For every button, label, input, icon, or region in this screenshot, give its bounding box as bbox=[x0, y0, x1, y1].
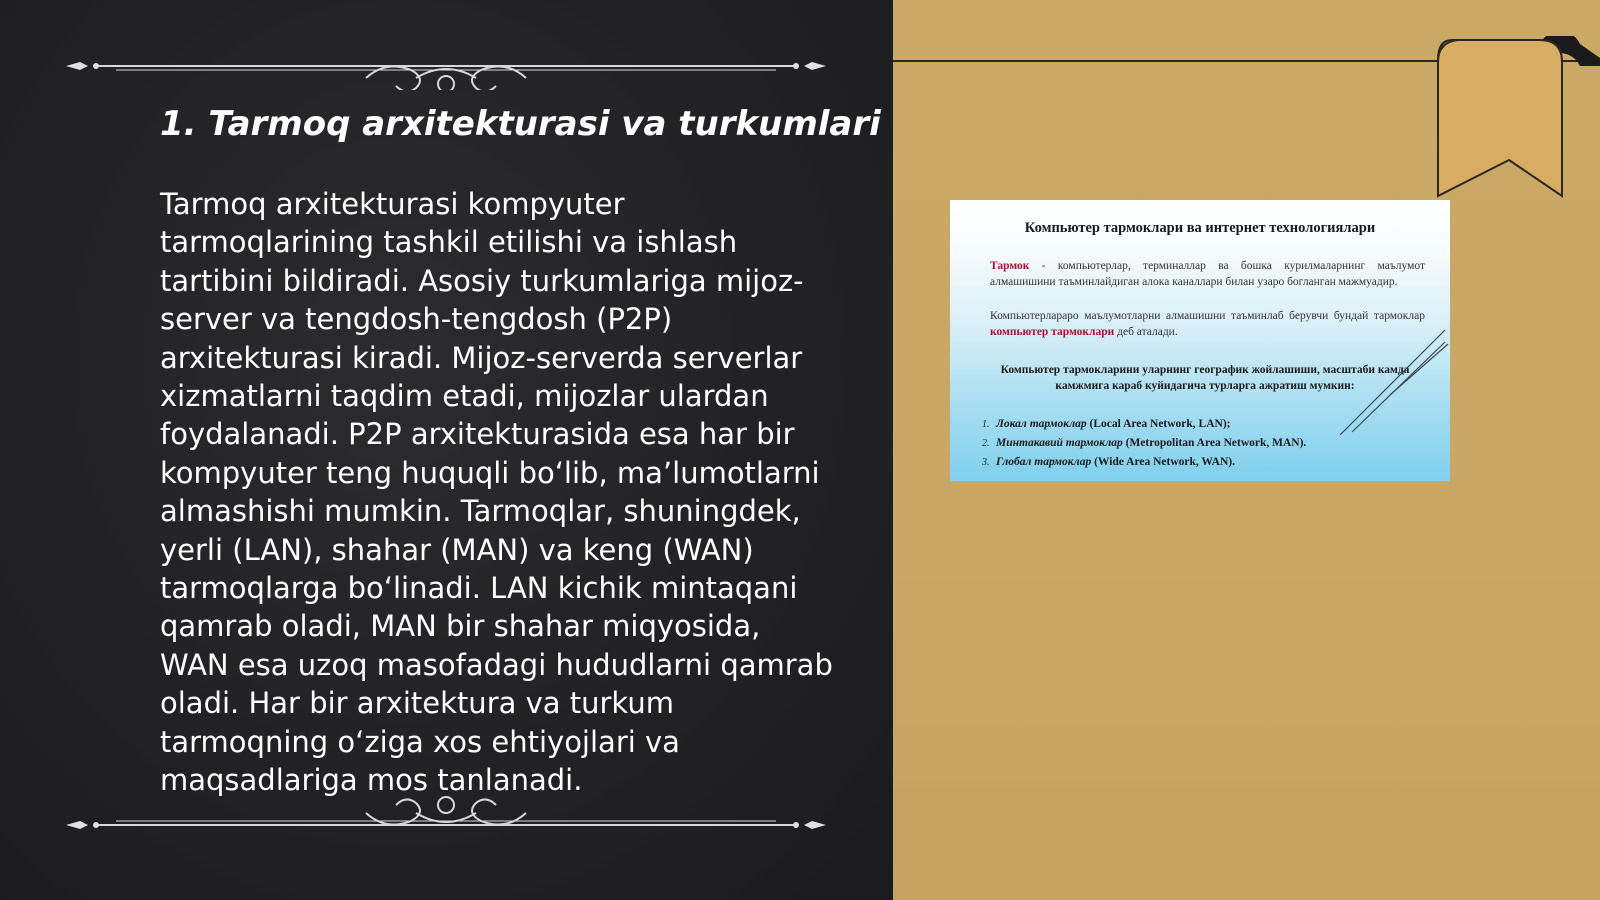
inset-title: Компьютер тармоклари ва интернет технологиялари bbox=[1024, 220, 1376, 236]
slide-title: 1. Tarmoq arxitekturasi va turkumlari bbox=[160, 104, 881, 144]
inset-p2-end: деб аталади. bbox=[1114, 326, 1178, 338]
inset-paragraph-1 bbox=[990, 258, 1425, 290]
list-item: 2. Минтакавий тармоклар (Metropolitan Area Network, MAN). bbox=[982, 437, 1307, 449]
bookmark-ribbon-icon bbox=[1430, 36, 1600, 206]
inset-subtitle: Компьютер тармокларини уларнинг географик жойлашиши, масштаби камда камжмига караб куйидагича турларга ажратиш мумкин: bbox=[1000, 364, 1410, 392]
flourish-ornament-top bbox=[66, 40, 826, 90]
list-item: 1. Локал тармоклар (Local Area Network, LAN); bbox=[982, 418, 1231, 430]
inset-term-computer-networks: компьютер тармоклари bbox=[990, 326, 1115, 338]
list-item: 3. Глобал тармоклар (Wide Area Network, WAN). bbox=[982, 456, 1235, 468]
inset-diagonal-lines-decoration bbox=[1330, 320, 1450, 440]
inset-document-image bbox=[950, 200, 1450, 481]
inset-term-network: Тармок bbox=[990, 260, 1030, 272]
inset-p1-text: - компьютерлар, терминаллар ва бошка курилмаларнинг маълумот алмашишини таъминлайдиган алока каналлари билан узаро богланган мажмуадир. bbox=[990, 260, 1425, 288]
slide-body-text: Tarmoq arxitekturasi kompyuter tarmoqlarining tashkil etilishi va ishlash tartibini bildiradi. Asosiy turkumlariga mijoz-server va tengdosh-tengdosh (P2P) arxitekturasi kiradi. Mijoz-serverda serverlar xizmatlarni taqdim etadi, mijozlar ulardan foydalanadi. P2P arxitekturasida esa har bir kompyuter teng huquqli bo‘lib, ma’lumotlarni almashishi mumkin. Tarmoqlar, shuningdek, yerli (LAN), shahar (MAN) va keng (WAN) tarmoqlarga bo‘linadi. LAN kichik mintaqani qamrab oladi, MAN bir shahar miqyosida, WAN esa uzoq masofadagi hududlarni qamrab oladi. Har bir arxitektura va turkum tarmoqning o‘ziga xos ehtiyojlari va maqsadlariga mos tanlanadi. bbox=[160, 187, 833, 798]
inset-p2-start: Компьютерлараро маълумотларни алмашишни таъминлаб берувчи бундай тармоклар bbox=[990, 310, 1425, 322]
